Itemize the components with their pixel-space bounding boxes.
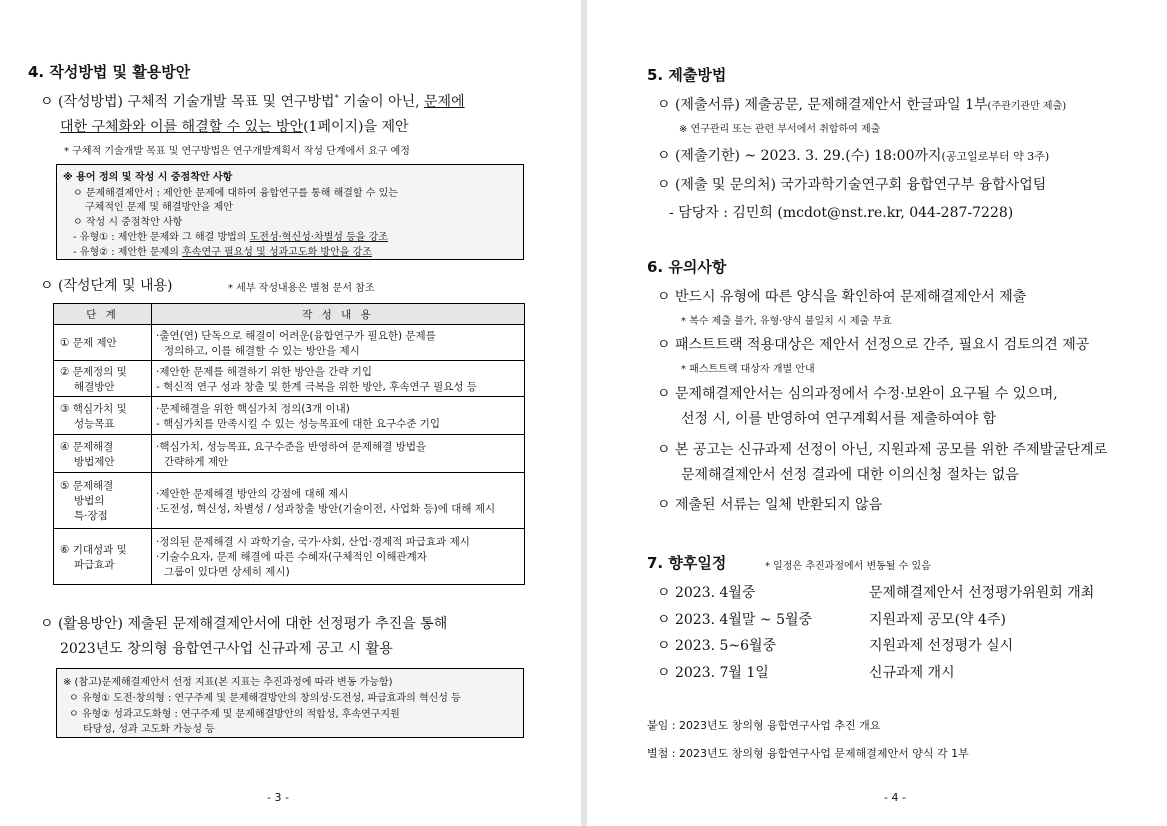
usage-line-2: 2023년도 창의형 융합연구사업 신규과제 공고 시 활용 — [60, 641, 393, 657]
schedule-date: ㅇ 2023. 4월말 ~ 5월중 — [657, 612, 813, 628]
caution-note: * 복수 제출 불가, 유형·양식 불일치 시 제출 무효 — [681, 316, 892, 327]
method-line-2: 대한 구체화와 이를 해결할 수 있는 방안(1페이지)을 제안 — [60, 119, 409, 135]
schedule-note: * 일정은 추진과정에서 변동될 수 있음 — [765, 561, 931, 572]
schedule-date: ㅇ 2023. 5~6월중 — [657, 638, 777, 654]
section-5-heading: 5. 제출방법 — [647, 66, 727, 84]
criteria-box-title: ※ (참고)문제해결제안서 선정 지표(본 지표는 추진과정에 따라 변동 가능함) — [63, 677, 393, 688]
page-number: - 4 - — [884, 791, 906, 804]
definition-box — [56, 164, 524, 260]
document-page-4 — [587, 0, 1167, 826]
section-6-heading: 6. 유의사항 — [647, 258, 727, 276]
type2-line: - 유형② : 제안한 문제의 후속연구 필요성 및 성과고도화 방안을 강조 — [73, 247, 372, 258]
criteria-line: ㅇ 유형① 도전·창의형 : 연구주제 및 문제해결방안의 창의성·도전성, 파급효과의 혁신성 등 — [69, 693, 461, 704]
page-number: - 3 - — [267, 791, 289, 804]
steps-label: ㅇ (작성단계 및 내용) — [40, 278, 173, 294]
table-row — [54, 361, 525, 397]
submit-deadline: ㅇ (제출기한) ~ 2023. 3. 29.(수) 18:00까지(공고일로부터 약 3주) — [657, 148, 1050, 164]
method-note: * 구체적 기술개발 목표 및 연구방법은 연구개발계획서 작성 단계에서 요구 예정 — [64, 146, 410, 157]
type1-line: - 유형① : 제안한 문제와 그 해결 방법의 도전성·혁신성·차별성 등을 강조 — [73, 232, 388, 243]
table-row — [54, 397, 525, 435]
criteria-box — [56, 668, 524, 738]
stage-cell: ④ 문제해결 방법제안 — [54, 435, 152, 473]
stage-cell: ② 문제정의 및 해결방안 — [54, 361, 152, 397]
stage-cell: ③ 핵심가치 및 성능목표 — [54, 397, 152, 435]
appendix-line: 별첨 : 2023년도 창의형 융합연구사업 문제해결제안서 양식 각 1부 — [647, 747, 969, 760]
content-cell: ·핵심가치, 성능목표, 요구수준을 반영하여 문제해결 방법을 간략하게 제안 — [152, 435, 525, 473]
schedule-date: ㅇ 2023. 7월 1일 — [657, 665, 769, 681]
caution-line: ㅇ 문제해결제안서는 심의과정에서 수정·보완이 요구될 수 있으며, — [657, 386, 1058, 402]
table-row — [54, 473, 525, 529]
table-header: 작 성 내 용 — [152, 304, 525, 325]
stage-cell: ⑤ 문제해결 방법의 특·장점 — [54, 473, 152, 529]
focus-title: ㅇ 작성 시 중점착안 사항 — [73, 217, 183, 228]
content-cell: ·제안한 문제를 해결하기 위한 방안을 간략 기입 - 혁신적 연구 성과 창출 및 한계 극복을 위한 방안, 후속연구 필요성 등 — [152, 361, 525, 397]
criteria-line: 타당성, 성과 고도화 가능성 등 — [83, 724, 215, 735]
submit-docs-note: ※ 연구관리 또는 관련 부서에서 취합하여 제출 — [679, 124, 881, 135]
content-cell: ·제안한 문제해결 방안의 강점에 대해 제시 ·도전성, 혁신성, 차별성 / 성과창출 방안(기술이전, 사업화 등)에 대해 제시 — [152, 473, 525, 529]
stage-cell: ⑥ 기대성과 및 파급효과 — [54, 529, 152, 585]
schedule-event: 신규과제 개시 — [869, 665, 955, 681]
definition-line: ㅇ 문제해결제안서 : 제안한 문제에 대하여 융합연구를 통해 해결할 수 있는 — [73, 188, 398, 199]
caution-line: 문제해결제안서 선정 결과에 대한 이의신청 절차는 없음 — [681, 467, 1019, 483]
table-row — [54, 435, 525, 473]
caution-line: ㅇ 반드시 유형에 따른 양식을 확인하여 문제해결제안서 제출 — [657, 289, 1027, 305]
steps-note: * 세부 작성내용은 별첨 문서 참조 — [228, 283, 375, 294]
table-header: 단 계 — [54, 304, 152, 325]
definition-box-title: ※ 용어 정의 및 작성 시 중점착안 사항 — [63, 172, 233, 183]
steps-table — [53, 303, 525, 585]
usage-line-1: ㅇ (활용방안) 제출된 문제해결제안서에 대한 선정평가 추진을 통해 — [40, 616, 448, 632]
definition-line: 구체적인 문제 및 해결방안을 제안 — [85, 202, 233, 213]
caution-line: ㅇ 본 공고는 신규과제 선정이 아닌, 지원과제 공모를 위한 주제발굴단계로 — [657, 442, 1108, 458]
stage-cell: ① 문제 제안 — [54, 325, 152, 361]
criteria-line: ㅇ 유형② 성과고도화형 : 연구주제 및 문제해결방안의 적합성, 후속연구지원 — [69, 709, 400, 720]
caution-note: * 패스트트랙 대상자 개별 안내 — [681, 364, 815, 375]
table-row — [54, 529, 525, 585]
schedule-event: 지원과제 공모(약 4주) — [869, 612, 1006, 628]
contact-person: - 담당자 : 김민희 (mcdot@nst.re.kr, 044-287-7228) — [669, 205, 1014, 221]
method-line-1: ㅇ (작성방법) 구체적 기술개발 목표 및 연구방법* 기술이 아닌, 문제에 — [40, 93, 465, 110]
table-header-row — [54, 304, 525, 325]
schedule-event: 지원과제 선정평가 실시 — [869, 638, 1014, 654]
section-4-heading: 4. 작성방법 및 활용방안 — [28, 63, 191, 81]
content-cell: ·정의된 문제해결 시 과학기술, 국가·사회, 산업·경제적 파급효과 제시 ·기술수요자, 문제 해결에 따른 수혜자(구체적인 이해관계자 그룹이 있다면 상세히 제시) — [152, 529, 525, 585]
schedule-event: 문제해결제안서 선정평가위원회 개최 — [869, 585, 1095, 601]
caution-line: 선정 시, 이를 반영하여 연구계획서를 제출하여야 함 — [681, 411, 997, 427]
schedule-date: ㅇ 2023. 4월중 — [657, 585, 756, 601]
submit-docs: ㅇ (제출서류) 제출공문, 문제해결제안서 한글파일 1부(주관기관만 제출) — [657, 97, 1067, 113]
submit-contact: ㅇ (제출 및 문의처) 국가과학기술연구회 융합연구부 융합사업팀 — [657, 177, 1047, 193]
table-row — [54, 325, 525, 361]
caution-line: ㅇ 패스트트랙 적용대상은 제안서 선정으로 간주, 필요시 검토의견 제공 — [657, 337, 1090, 353]
attachment-line: 붙임 : 2023년도 창의형 융합연구사업 추진 개요 — [647, 719, 881, 732]
caution-line: ㅇ 제출된 서류는 일체 반환되지 않음 — [657, 497, 883, 513]
section-7-heading: 7. 향후일정 — [647, 554, 727, 572]
content-cell: ·문제해결을 위한 핵심가치 정의(3개 이내) - 핵심가치를 만족시킬 수 있는 성능목표에 대한 요구수준 기입 — [152, 397, 525, 435]
document-page-3 — [0, 0, 581, 826]
content-cell: ·출연(연) 단독으로 해결이 어려운(융합연구가 필요한) 문제를 정의하고, 이를 해결할 수 있는 방안을 제시 — [152, 325, 525, 361]
